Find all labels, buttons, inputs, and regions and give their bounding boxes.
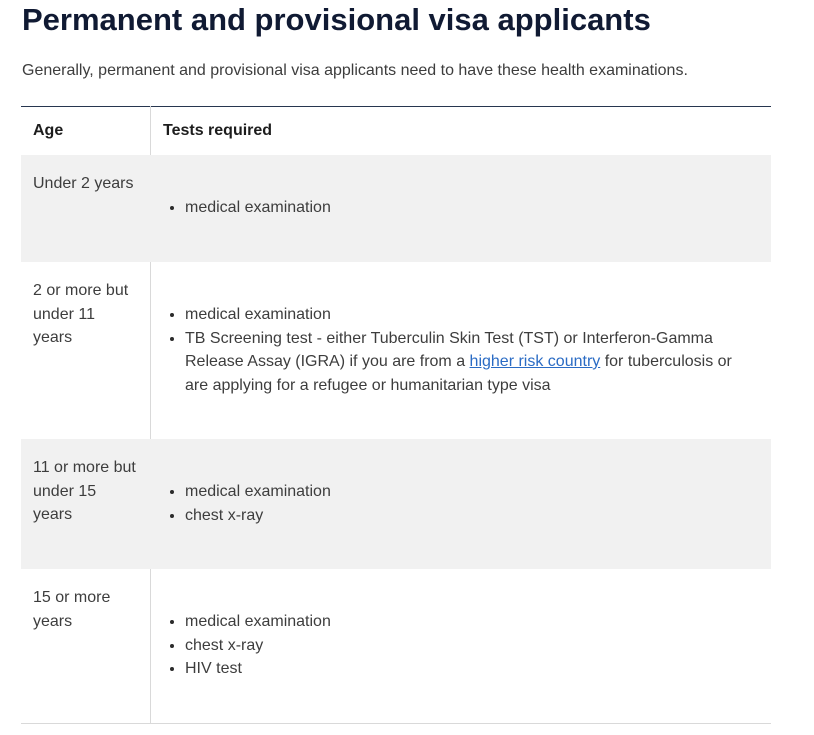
list-item: • chest x-ray — [185, 634, 759, 658]
age-cell — [21, 439, 151, 569]
age-label: 11 or more but under 15 years — [33, 459, 136, 523]
table-row — [21, 155, 771, 262]
page-title: Permanent and provisional visa applicants — [22, 2, 651, 37]
health-exam-table — [21, 106, 771, 724]
list-item: • medical examination — [185, 480, 759, 504]
tests-cell — [151, 262, 772, 439]
tb-test-text: TB Screening test - either Tuberculin Skin Test (TST) or Interferon-Gamma Release Assay (IGRA) if you are from a — [185, 329, 713, 370]
age-label: 15 or more years — [33, 589, 111, 630]
tests-cell — [151, 439, 772, 569]
tests-cell — [151, 569, 772, 724]
age-cell — [21, 569, 151, 724]
intro-text: Generally, permanent and provisional visa applicants need to have these health examinations. — [22, 62, 688, 79]
higher-risk-country-link[interactable]: higher risk country — [469, 353, 601, 370]
tests-list — [163, 262, 759, 397]
list-item: • medical examination — [185, 303, 759, 327]
table-row — [21, 439, 771, 569]
tests-list — [163, 569, 759, 681]
list-item: • medical examination — [185, 196, 759, 220]
tests-list — [163, 439, 759, 527]
list-item: • chest x-ray — [185, 504, 759, 528]
age-column-header: Age — [21, 107, 151, 156]
table-row — [21, 262, 771, 439]
tests-list — [163, 155, 759, 220]
age-label: 2 or more but under 11 years — [33, 282, 129, 346]
list-item: • HIV test — [185, 657, 759, 681]
table-row — [21, 569, 771, 724]
tb-test-text-end: for tuberculosis or are applying for a refugee or humanitarian type visa — [185, 353, 732, 394]
table-header-row — [21, 107, 771, 156]
tests-column-header: Tests required — [163, 122, 273, 140]
age-cell — [21, 262, 151, 439]
age-cell — [21, 155, 151, 262]
list-item: • medical examination — [185, 610, 759, 634]
age-label: Under 2 years — [33, 175, 134, 192]
tests-cell — [151, 155, 772, 262]
list-item — [185, 327, 759, 398]
